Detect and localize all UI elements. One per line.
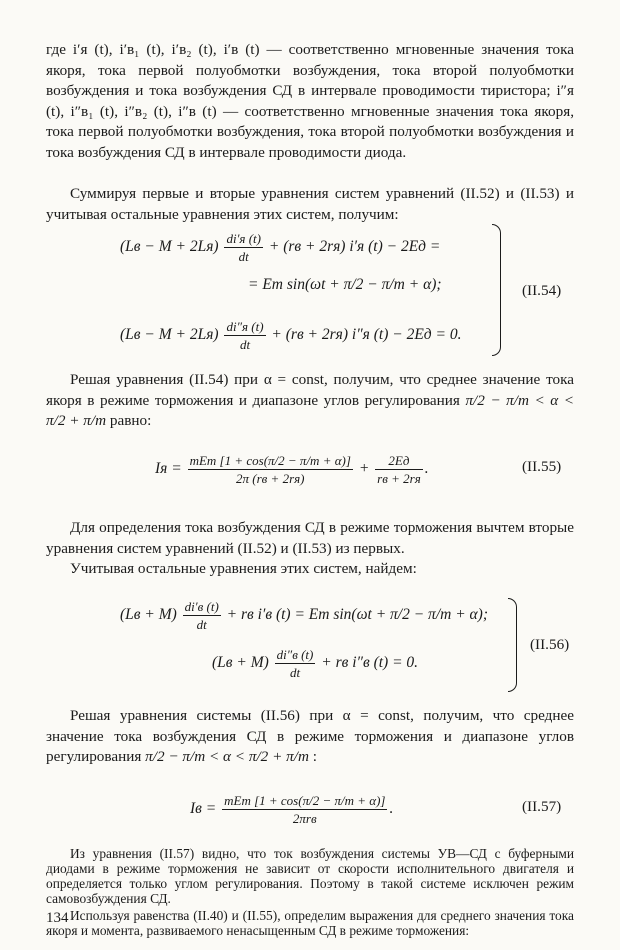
paragraph-remaining: Учитывая остальные уравнения этих систем, найдем: [70, 560, 417, 577]
paragraph-summation: Суммируя первые и вторые уравнения систем уравнений (II.52) и (II.53) и учитывая остальные уравнения этих систем, получим: [46, 185, 574, 223]
paragraph-next: Используя равенства (II.40) и (II.55), определим выражения для среднего значения тока якоря и момента, развиваемого ненасыщенным СД в режиме торможения: [46, 908, 574, 938]
equation-54-line-2: = Em sin(ωt + π/2 − π/m + α); [248, 276, 442, 293]
equation-54-line-3: (Lв − M + 2Lя) $\frac{di''я (t)}{dt}$ + (rв + 2rя) i″я (t) − 2Eд = 0. [120, 319, 462, 352]
equation-56-line-2: (Lв + M) $\frac{di''в (t)}{dt}$ + rв i″в (t) = 0. [212, 647, 419, 680]
paragraph-definitions: где i′я (t), i′в₁ (t), i′в₂ (t), i′в (t) — соответственно мгновенные значения тока якоря, тока первой полуобмотки возбуждения, тока второй полуобмотки возбуждения и тока возбуждения СД в интервале проводимости тиристора; i″я (t), i″в₁ (t), i″в₂ (t), i″в (t) — соответственно мгновенные значения тока якоря, тока первой полуобмотки возбуждения, тока второй полуобмотки возбуждения и тока возбуждения СД в интервале проводимости диода. [46, 41, 574, 161]
paragraph-excitation: Для определения тока возбуждения СД в режиме торможения вычтем вторые уравнения систем уравнений (II.52) и (II.53) из первых. [46, 519, 574, 557]
equation-54-brace [492, 224, 501, 356]
equation-54-label: (II.54) [522, 282, 562, 299]
equation-54-line-1: (Lв − M + 2Lя) $\frac{di'я (t)}{dt}$ + (rв + 2rя) i′я (t) − 2Eд = [120, 231, 441, 264]
paragraph-conclusion: Из уравнения (II.57) видно, что ток возбуждения системы УВ—СД с буферными диодами в режиме торможения не зависит от скорости исполнительного двигателя и определяется только углом регулирования. Поэтому в такой системе исключен режим самовозбуждения СД. [46, 846, 574, 906]
page-number: 134 [46, 910, 69, 926]
paragraph-solve-54: Решая уравнения (II.54) при α = const, получим, что среднее значение тока якоря в режиме торможения и диапазоне углов регулирования π/2 − π/m < α < π/2 + π/m равно: [46, 371, 574, 429]
equation-57: Iв = $\frac{\text{mEm [1 + cos(π/2 − π/m + α)]}}{\text{2πrв}}$ . [190, 793, 394, 826]
paragraph-solve-56: Решая уравнения системы (II.56) при α = const, получим, что среднее значение тока возбуждения СД в режиме торможения и диапазоне углов регулирования π/2 − π/m < α < π/2 + π/m : [46, 707, 574, 765]
equation-55: Iя = $\frac{\text{mEm [1 + cos(π/2 − π/m + α)]}}{2\pi (rв + 2rя)}$ + $\frac{2Eд}{rв + 2rя}$ . [155, 453, 429, 486]
equation-57-label: (II.57) [522, 798, 562, 815]
equation-55-label: (II.55) [522, 458, 562, 475]
equation-56-label: (II.56) [530, 636, 570, 653]
equation-56-brace [508, 598, 517, 692]
equation-56-line-1: (Lв + M) $\frac{di'в (t)}{dt}$ + rв i′в (t) = Em sin(ωt + π/2 − π/m + α); [120, 599, 488, 632]
